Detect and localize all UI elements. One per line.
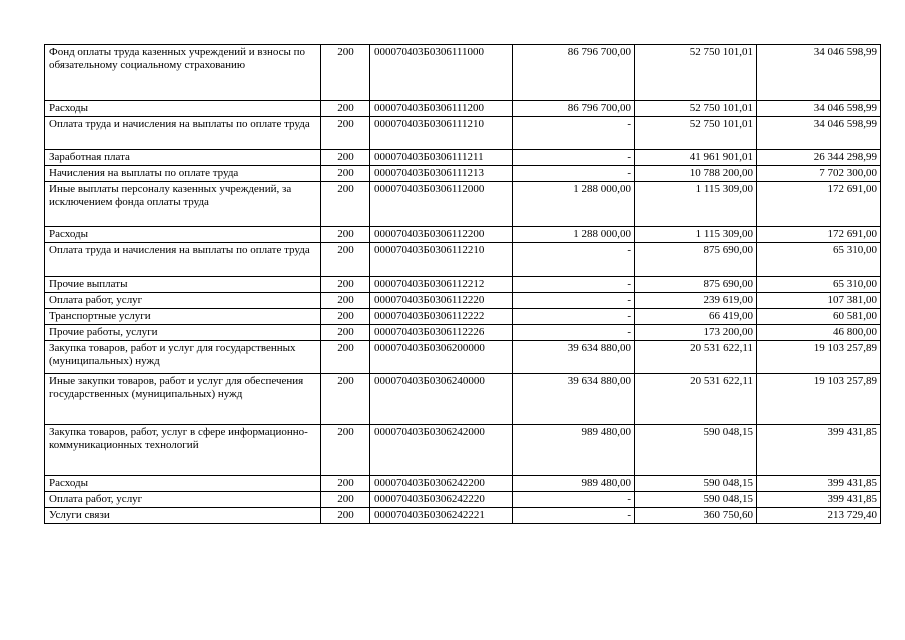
row-code-cell: 200 [321, 293, 370, 309]
table-row [45, 341, 881, 374]
row-kbk-cell: 000070403Б0306112210 [370, 243, 513, 277]
row-unexecuted-cell: 399 431,85 [757, 425, 881, 476]
row-unexecuted-cell: 26 344 298,99 [757, 150, 881, 166]
row-name-cell: Иные выплаты персоналу казенных учреждений, за исключением фонда оплаты труда [45, 182, 321, 227]
table-row [45, 45, 881, 101]
table-row [45, 325, 881, 341]
row-kbk-cell: 000070403Б0306112226 [370, 325, 513, 341]
table-row [45, 227, 881, 243]
row-executed-cell: 10 788 200,00 [635, 166, 757, 182]
row-approved-cell: - [513, 277, 635, 293]
row-name-cell: Оплата работ, услуг [45, 293, 321, 309]
row-kbk-cell: 000070403Б0306242221 [370, 508, 513, 524]
row-name-cell: Услуги связи [45, 508, 321, 524]
row-name-cell: Закупка товаров, работ, услуг в сфере информационно-коммуникационных технологий [45, 425, 321, 476]
row-code-cell: 200 [321, 277, 370, 293]
row-approved-cell: 1 288 000,00 [513, 182, 635, 227]
table-row [45, 166, 881, 182]
row-name-cell: Заработная плата [45, 150, 321, 166]
row-executed-cell: 66 419,00 [635, 309, 757, 325]
row-name-cell: Фонд оплаты труда казенных учреждений и взносы по обязательному социальному страхованию [45, 45, 321, 101]
row-kbk-cell: 000070403Б0306242200 [370, 476, 513, 492]
row-executed-cell: 20 531 622,11 [635, 374, 757, 425]
row-approved-cell: - [513, 117, 635, 150]
row-unexecuted-cell: 7 702 300,00 [757, 166, 881, 182]
row-code-cell: 200 [321, 325, 370, 341]
row-unexecuted-cell: 34 046 598,99 [757, 45, 881, 101]
table-row [45, 277, 881, 293]
row-name-cell: Оплата труда и начисления на выплаты по оплате труда [45, 117, 321, 150]
row-executed-cell: 590 048,15 [635, 425, 757, 476]
row-name-cell: Расходы [45, 227, 321, 243]
table-row [45, 508, 881, 524]
row-code-cell: 200 [321, 45, 370, 101]
row-kbk-cell: 000070403Б0306111200 [370, 101, 513, 117]
row-code-cell: 200 [321, 476, 370, 492]
row-name-cell: Расходы [45, 101, 321, 117]
row-executed-cell: 239 619,00 [635, 293, 757, 309]
row-code-cell: 200 [321, 227, 370, 243]
row-unexecuted-cell: 34 046 598,99 [757, 101, 881, 117]
row-approved-cell: 1 288 000,00 [513, 227, 635, 243]
row-approved-cell: - [513, 325, 635, 341]
row-code-cell: 200 [321, 374, 370, 425]
budget-execution-table [44, 44, 881, 524]
row-code-cell: 200 [321, 101, 370, 117]
row-executed-cell: 875 690,00 [635, 243, 757, 277]
row-unexecuted-cell: 399 431,85 [757, 492, 881, 508]
row-executed-cell: 173 200,00 [635, 325, 757, 341]
row-approved-cell: - [513, 492, 635, 508]
row-approved-cell: - [513, 508, 635, 524]
table-row [45, 476, 881, 492]
row-code-cell: 200 [321, 117, 370, 150]
row-kbk-cell: 000070403Б0306242220 [370, 492, 513, 508]
row-unexecuted-cell: 65 310,00 [757, 243, 881, 277]
row-approved-cell: 86 796 700,00 [513, 101, 635, 117]
row-code-cell: 200 [321, 243, 370, 277]
row-unexecuted-cell: 19 103 257,89 [757, 374, 881, 425]
row-name-cell: Оплата труда и начисления на выплаты по оплате труда [45, 243, 321, 277]
table-body [45, 45, 881, 524]
table-row [45, 117, 881, 150]
row-executed-cell: 1 115 309,00 [635, 182, 757, 227]
row-executed-cell: 590 048,15 [635, 492, 757, 508]
table-row [45, 182, 881, 227]
row-code-cell: 200 [321, 508, 370, 524]
row-unexecuted-cell: 172 691,00 [757, 182, 881, 227]
row-executed-cell: 52 750 101,01 [635, 117, 757, 150]
row-kbk-cell: 000070403Б0306111000 [370, 45, 513, 101]
row-code-cell: 200 [321, 341, 370, 374]
row-executed-cell: 590 048,15 [635, 476, 757, 492]
row-executed-cell: 52 750 101,01 [635, 45, 757, 101]
row-name-cell: Начисления на выплаты по оплате труда [45, 166, 321, 182]
row-kbk-cell: 000070403Б0306112000 [370, 182, 513, 227]
row-approved-cell: - [513, 293, 635, 309]
row-kbk-cell: 000070403Б0306111211 [370, 150, 513, 166]
row-name-cell: Транспортные услуги [45, 309, 321, 325]
row-approved-cell: 989 480,00 [513, 425, 635, 476]
row-approved-cell: - [513, 243, 635, 277]
row-name-cell: Прочие выплаты [45, 277, 321, 293]
row-code-cell: 200 [321, 182, 370, 227]
row-kbk-cell: 000070403Б0306112220 [370, 293, 513, 309]
table-row [45, 492, 881, 508]
row-unexecuted-cell: 172 691,00 [757, 227, 881, 243]
row-approved-cell: - [513, 309, 635, 325]
row-approved-cell: - [513, 166, 635, 182]
row-approved-cell: 86 796 700,00 [513, 45, 635, 101]
row-executed-cell: 52 750 101,01 [635, 101, 757, 117]
row-name-cell: Оплата работ, услуг [45, 492, 321, 508]
row-executed-cell: 875 690,00 [635, 277, 757, 293]
row-kbk-cell: 000070403Б0306112200 [370, 227, 513, 243]
row-approved-cell: - [513, 150, 635, 166]
row-name-cell: Закупка товаров, работ и услуг для государственных (муниципальных) нужд [45, 341, 321, 374]
row-kbk-cell: 000070403Б0306112212 [370, 277, 513, 293]
row-unexecuted-cell: 19 103 257,89 [757, 341, 881, 374]
row-unexecuted-cell: 60 581,00 [757, 309, 881, 325]
row-unexecuted-cell: 65 310,00 [757, 277, 881, 293]
row-unexecuted-cell: 34 046 598,99 [757, 117, 881, 150]
row-kbk-cell: 000070403Б0306111210 [370, 117, 513, 150]
table-row [45, 293, 881, 309]
row-code-cell: 200 [321, 166, 370, 182]
row-unexecuted-cell: 46 800,00 [757, 325, 881, 341]
row-code-cell: 200 [321, 150, 370, 166]
row-approved-cell: 39 634 880,00 [513, 374, 635, 425]
row-name-cell: Прочие работы, услуги [45, 325, 321, 341]
table-row [45, 101, 881, 117]
row-kbk-cell: 000070403Б0306200000 [370, 341, 513, 374]
row-executed-cell: 20 531 622,11 [635, 341, 757, 374]
row-executed-cell: 41 961 901,01 [635, 150, 757, 166]
table-row [45, 150, 881, 166]
row-approved-cell: 39 634 880,00 [513, 341, 635, 374]
table-row [45, 425, 881, 476]
row-code-cell: 200 [321, 492, 370, 508]
row-unexecuted-cell: 213 729,40 [757, 508, 881, 524]
table-row [45, 243, 881, 277]
row-code-cell: 200 [321, 425, 370, 476]
table-row [45, 374, 881, 425]
row-unexecuted-cell: 107 381,00 [757, 293, 881, 309]
row-code-cell: 200 [321, 309, 370, 325]
row-name-cell: Расходы [45, 476, 321, 492]
row-kbk-cell: 000070403Б0306112222 [370, 309, 513, 325]
row-unexecuted-cell: 399 431,85 [757, 476, 881, 492]
row-executed-cell: 1 115 309,00 [635, 227, 757, 243]
row-name-cell: Иные закупки товаров, работ и услуг для обеспечения государственных (муниципальных) нужд [45, 374, 321, 425]
row-executed-cell: 360 750,60 [635, 508, 757, 524]
row-kbk-cell: 000070403Б0306240000 [370, 374, 513, 425]
table-row [45, 309, 881, 325]
row-approved-cell: 989 480,00 [513, 476, 635, 492]
row-kbk-cell: 000070403Б0306242000 [370, 425, 513, 476]
row-kbk-cell: 000070403Б0306111213 [370, 166, 513, 182]
